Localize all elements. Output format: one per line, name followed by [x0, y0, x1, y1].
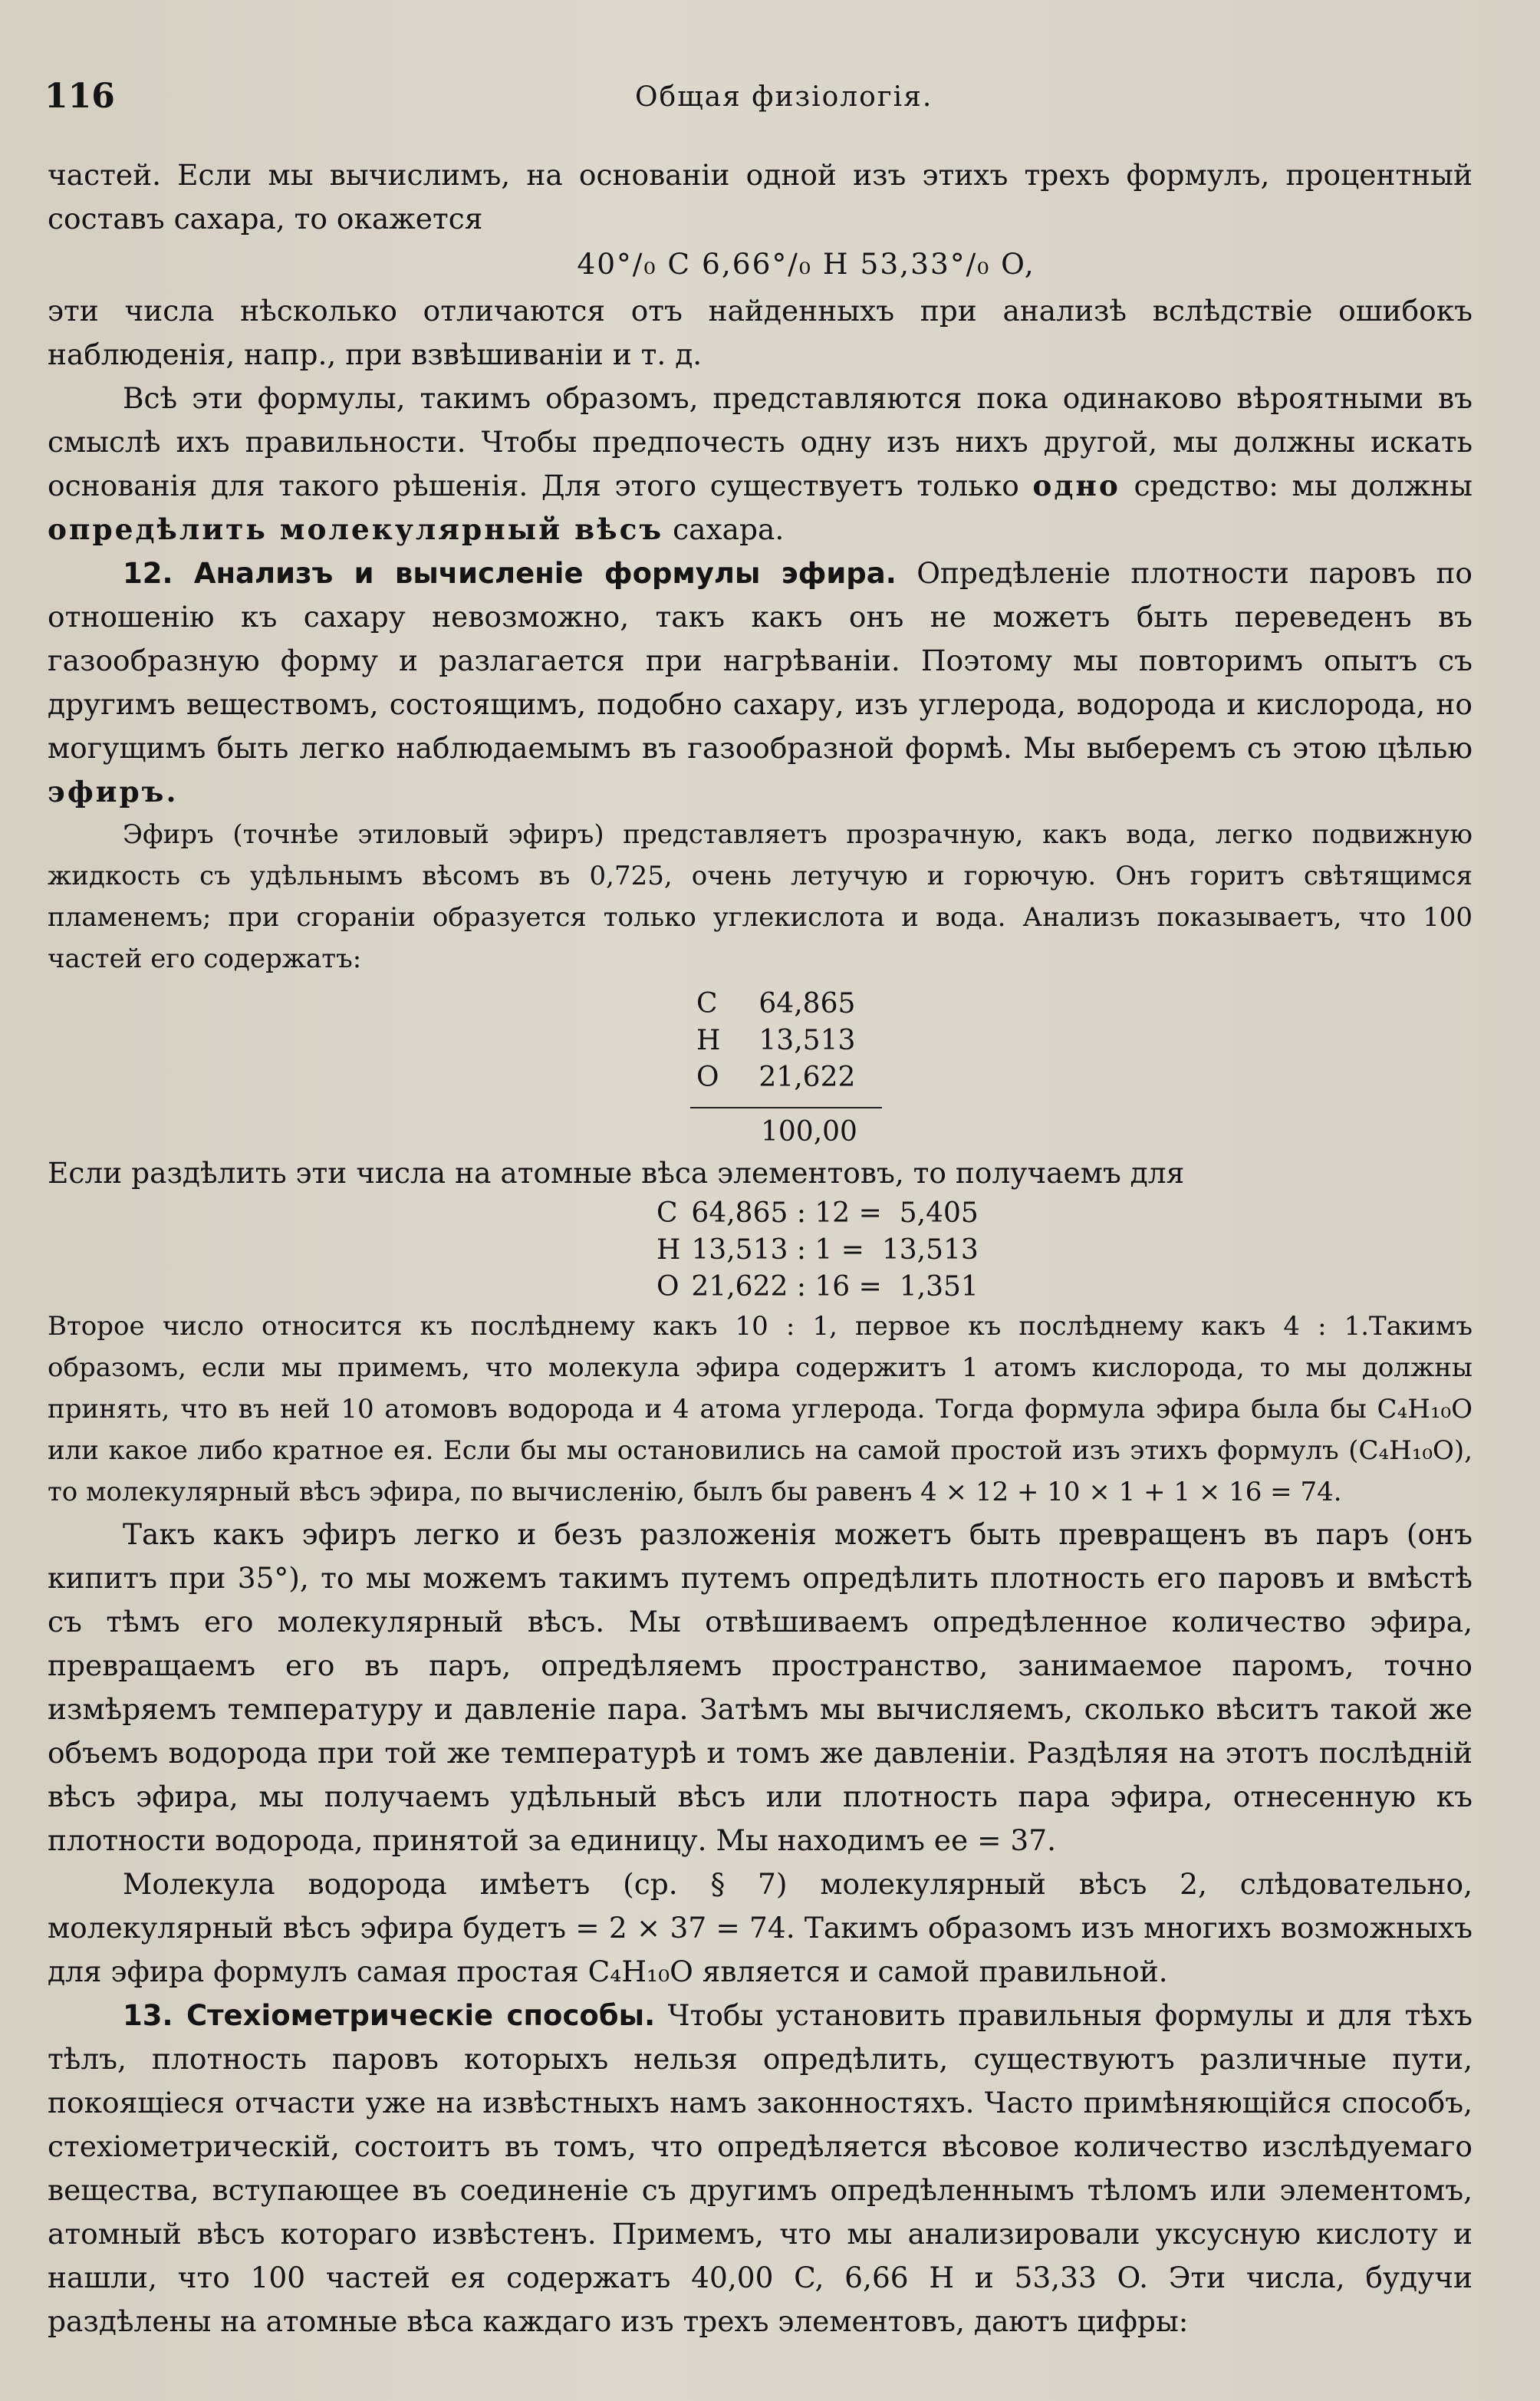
- division-intro: Если раздѣлить эти числа на атомные вѣса элементовъ, то получаемъ для: [48, 1156, 1185, 1190]
- division-result: 5,405: [899, 1197, 979, 1229]
- division-row: [656, 1195, 979, 1232]
- section-13: [48, 1994, 1473, 2343]
- paragraph-ratio: Второе число относится къ послѣднему какъ 10 : 1, первое къ послѣднему какъ 4 : 1.Такимъ образомъ, если мы примемъ, что молекула эфира содержитъ 1 атомъ кислорода, то мы должны принять, что въ ней 10 атомовъ водорода и 4 атома углерода. Тогда формула эфира была бы C₄H₁₀O или какое либо кратное ея. Если бы мы остановились на самой простой изъ этихъ формулъ (C₄H₁₀O), то молекулярный вѣсъ эфира, по вычисленію, былъ бы равенъ 4 × 12 + 10 × 1 + 1 × 16 = 74.: [48, 1311, 1473, 1507]
- element-percent: 21,622: [758, 1062, 856, 1093]
- division-row: [656, 1269, 979, 1306]
- paragraph-molecule: Молекула водорода имѣетъ (ср. § 7) молекулярный вѣсъ 2, слѣдовательно, молекулярный вѣсъ эфира будетъ = 2 × 37 = 74. Такимъ образомъ изъ многихъ возможныхъ для эфира формулъ самая простая C₄H₁₀O является и самой правильной.: [48, 1867, 1473, 1988]
- division-expression: 21,622 : 16 =: [691, 1271, 882, 1303]
- page-body: [48, 153, 1473, 2343]
- section-12-heading: 12. Анализъ и вычисленіе формулы эфира.: [123, 557, 897, 590]
- element-symbol: H: [696, 1025, 721, 1056]
- paragraph-ether-description: Эфиръ (точнѣе этиловый эфиръ) представляетъ прозрачную, какъ вода, легко подвижную жидкость съ удѣльнымъ вѣсомъ въ 0,725, очень летучую и горючую. Онъ горитъ свѣтящимся пламенемъ; при сгораніи образуется только углекислота и вода. Анализъ показываетъ, что 100 частей его содержатъ:: [48, 819, 1473, 974]
- paragraph-molecular-weight: [48, 377, 1473, 552]
- section-12: [48, 552, 1473, 814]
- division-result: 13,513: [881, 1234, 979, 1266]
- composition-row: [696, 986, 866, 1023]
- element-percent: 64,865: [758, 988, 856, 1019]
- element-symbol: O: [656, 1271, 680, 1303]
- element-symbol: H: [656, 1234, 681, 1266]
- element-symbol: O: [696, 1062, 719, 1093]
- composition-table: [696, 986, 866, 1096]
- running-title: Общая физіологія.: [635, 81, 933, 113]
- paragraph-vapor-density: Такъ какъ эфиръ легко и безъ разложенія можетъ быть превращенъ въ паръ (онъ кипитъ при 35°), то мы можемъ такимъ путемъ опредѣлить плотность его паровъ и вмѣстѣ съ тѣмъ его молекулярный вѣсъ. Мы отвѣшиваемъ опредѣленное количество эфира, превращаемъ его въ паръ, опредѣляемъ пространство, занимаемое паромъ, точно измѣряемъ температуру и давленіе пара. Затѣмъ мы вычисляемъ, сколько вѣситъ такой же объемъ водорода при той же температурѣ и томъ же давленіи. Раздѣляя на этотъ послѣдній вѣсъ эфира, мы получаемъ удѣльный вѣсъ или плотность пара эфира, отнесенную къ плотности водорода, принятой за единицу. Мы находимъ ее = 37.: [48, 1517, 1473, 1857]
- composition-total: 100,00: [761, 1116, 857, 1148]
- division-row: [656, 1232, 979, 1269]
- page-header: [44, 77, 1479, 123]
- text-run: сахара.: [673, 512, 785, 546]
- division-result: 1,351: [899, 1271, 979, 1303]
- division-expression: 13,513 : 1 =: [691, 1234, 864, 1266]
- paragraph-observation-errors: эти числа нѣсколько отличаются отъ найденныхъ при анализѣ вслѣдствіе ошибокъ наблюденія, напр., при взвѣшиваніи и т. д.: [48, 294, 1473, 371]
- sugar-percentage-formula: 40°/₀ C 6,66°/₀ H 53,33°/₀ O,: [577, 247, 1035, 281]
- emphasis-ether: эфиръ.: [48, 775, 179, 809]
- sum-rule: [690, 1107, 882, 1108]
- paragraph-continuation: частей. Если мы вычислимъ, на основаніи одной изъ этихъ трехъ формулъ, процентный составъ сахара, то окажется: [48, 158, 1473, 235]
- page-number: 116: [44, 77, 115, 116]
- emphasis-one: одно: [1032, 469, 1120, 502]
- section-12-text: Опредѣленіе плотности паровъ по отношенію къ сахару невозможно, такъ какъ онъ не можетъ быть переведенъ въ газообразную форму и разлагается при нагрѣваніи. Поэтому мы повторимъ опытъ съ другимъ веществомъ, состоящимъ, подобно сахару, изъ углерода, водорода и кислорода, но могущимъ быть легко наблюдаемымъ въ газообразной формѣ. Мы выберемъ съ этою цѣлью: [48, 556, 1473, 765]
- composition-row: [696, 1059, 866, 1096]
- text-run: средство: мы должны: [1134, 469, 1473, 502]
- division-table: [656, 1195, 979, 1306]
- element-symbol: C: [696, 988, 718, 1019]
- composition-row: [696, 1023, 866, 1059]
- element-percent: 13,513: [758, 1025, 856, 1056]
- element-symbol: C: [656, 1197, 678, 1229]
- section-13-heading: 13. Стехіометрическіе способы.: [123, 1999, 656, 2032]
- text-run: Всѣ эти формулы, такимъ образомъ, представляются пока одинаково вѣроятными въ смыслѣ ихъ правильности. Чтобы предпочесть одну изъ нихъ другой, мы должны искать основанія для такого рѣшенія. Для этого существуетъ только: [48, 381, 1473, 502]
- section-13-text: Чтобы установить правильныя формулы и для тѣхъ тѣлъ, плотность паровъ которыхъ нельзя опредѣлить, существуютъ различные пути, покоящіеся отчасти уже на извѣстныхъ намъ законностяхъ. Часто примѣняющійся способъ, стехіометрическій, состоитъ въ томъ, что опредѣляется вѣсовое количество изслѣдуемаго вещества, вступающее въ соединеніе съ другимъ опредѣленнымъ тѣломъ или элементомъ, атомный вѣсъ котораго извѣстенъ. Примемъ, что мы анализировали уксусную кислоту и нашли, что 100 частей ея содержатъ 40,00 C, 6,66 H и 53,33 O. Эти числа, будучи раздѣлены на атомные вѣса каждаго изъ трехъ элементовъ, даютъ цифры:: [48, 1998, 1473, 2338]
- division-expression: 64,865 : 12 =: [691, 1197, 882, 1229]
- emphasis-molecular-weight: опредѣлить молекулярный вѣсъ: [48, 512, 664, 546]
